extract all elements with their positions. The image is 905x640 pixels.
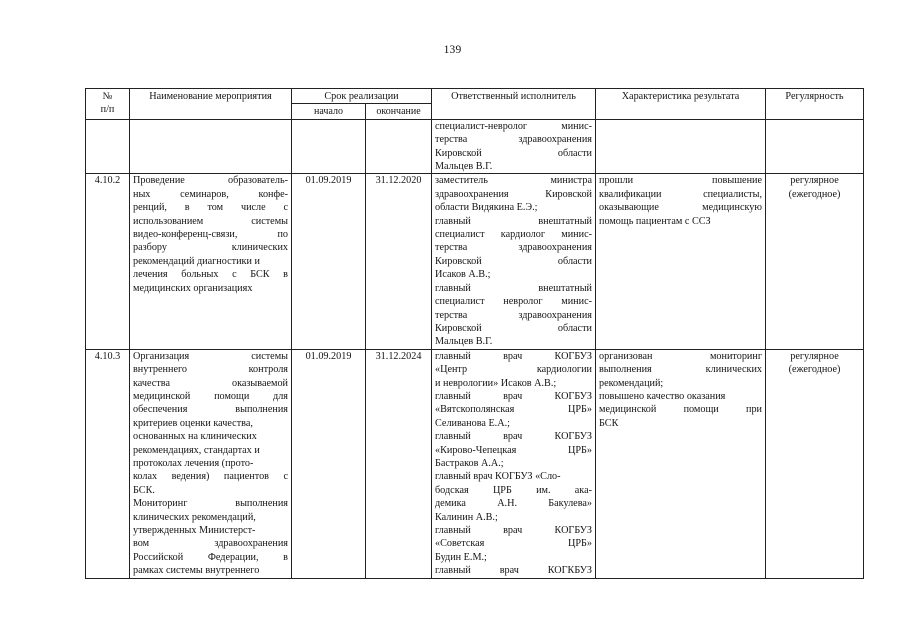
text-line: Проведение образователь- (133, 175, 288, 187)
text-line: специалист невролог минис- (435, 296, 592, 308)
text-line: главный внештатный (435, 282, 592, 294)
text-line: разбору клинических (133, 242, 288, 254)
text-line: Мальцев В.Г. (435, 336, 493, 348)
cell-name (130, 119, 292, 174)
text-line: вом здравоохранения (133, 538, 288, 550)
cell-regularity (766, 119, 864, 174)
text-line: и неврологии» Исаков А.В.; (435, 377, 557, 389)
text-line: оказывающие медицинскую (599, 202, 762, 214)
text-line: лечения больных с БСК в (133, 269, 288, 281)
cell-name (130, 349, 292, 578)
text-line: БСК. (133, 484, 155, 496)
text-line: внутреннего контроля (133, 364, 288, 376)
text-line: основанных на клинических (133, 431, 257, 443)
text-line: Российской Федерации, в (133, 551, 288, 563)
text-line: «Советская ЦРБ» (435, 538, 592, 550)
cell-result (596, 119, 766, 174)
header-end: окончание (366, 104, 432, 119)
header-result: Характеристика результата (596, 89, 766, 120)
text-line: главный врач КОГБУЗ (435, 431, 592, 443)
text-line: БСК (599, 417, 619, 429)
text-line: колах ведения) пациентов с (133, 471, 288, 483)
table-row (86, 174, 864, 349)
cell-end: 31.12.2020 (366, 174, 432, 349)
text-line: главный врач КОГБУЗ (435, 525, 592, 536)
text-line: ренций, в том числе с (133, 202, 288, 214)
text-line: Будин Е.М.; (435, 551, 487, 563)
cell-result (596, 349, 766, 578)
cell-start: 01.09.2019 (292, 349, 366, 578)
text-line: рекомендациях, стандартах и (133, 444, 260, 456)
table-row-continuation (86, 119, 864, 174)
cell-executor (432, 174, 596, 349)
text-line: «Кирово-Чепецкая ЦРБ» (435, 444, 592, 456)
header-start: начало (292, 104, 366, 119)
text-line: «Вятскополянская ЦРБ» (435, 404, 592, 416)
text-line: Мониторинг выполнения (133, 498, 288, 510)
text-line: (ежегодное) (788, 188, 841, 200)
text-line: качества оказываемой (133, 377, 288, 389)
text-line: клинических рекомендаций, (133, 511, 256, 523)
text-line: рамках системы внутреннего (133, 565, 260, 577)
header-row (86, 89, 864, 104)
header-num (86, 89, 130, 120)
text-line: Кировской области (435, 255, 592, 267)
cell-num (86, 119, 130, 174)
text-line: выполнения клинических (599, 364, 762, 376)
text-line: демика А.Н. Бакулева» (435, 498, 592, 510)
text-line: Исаков А.В.; (435, 269, 491, 281)
text-line: квалификации специалисты, (599, 188, 762, 200)
text-line: медицинской помощи при (599, 404, 762, 416)
cell-executor (432, 119, 596, 174)
text-line: главный врач КОГБУЗ (435, 390, 592, 402)
text-line: протоколах лечения (прото- (133, 457, 254, 469)
text-line: главный врач КОГБУЗ (435, 350, 592, 362)
text-line: рекомендаций; (599, 377, 664, 389)
text-line: Селиванова Е.А.; (435, 417, 510, 429)
text-line: бодская ЦРБ им. ака- (435, 484, 592, 496)
cell-executor (432, 349, 596, 578)
header-executor: Ответственный исполнитель (432, 89, 596, 120)
text-line: Бастраков А.А.; (435, 457, 504, 469)
text-line: «Центр кардиологии (435, 364, 592, 376)
cell-num: 4.10.3 (86, 349, 130, 578)
text-line: Кировской области (435, 322, 592, 334)
cell-num: 4.10.2 (86, 174, 130, 349)
text-line: Мальцев В.Г. (435, 161, 493, 173)
header-name: Наименование мероприятия (130, 89, 292, 120)
text-line: терства здравоохранения (435, 309, 592, 321)
text-line: специалист-невролог минис- (435, 120, 592, 132)
text-line: главный внештатный (435, 215, 592, 227)
cell-result (596, 174, 766, 349)
cell-end (366, 119, 432, 174)
text-line: использованием системы (133, 215, 288, 227)
cell-end: 31.12.2024 (366, 349, 432, 578)
header-regularity: Регулярность (766, 89, 864, 120)
text-line: Калинин А.В.; (435, 511, 498, 523)
cell-start: 01.09.2019 (292, 174, 366, 349)
cell-regularity (766, 349, 864, 578)
cell-start (292, 119, 366, 174)
text-line: рекомендаций диагностики и (133, 255, 260, 267)
text-line: регулярное (790, 175, 839, 187)
page-number: 139 (443, 44, 462, 56)
text-line: терства здравоохранения (435, 134, 592, 146)
text-line: специалист кардиолог минис- (435, 229, 592, 241)
measures-table (85, 88, 864, 579)
table-row (86, 349, 864, 578)
text-line: здравоохранения Кировской (435, 188, 592, 200)
text-line: главный врач КОГБУЗ «Сло- (435, 471, 561, 483)
text-line: видео-конференц-связи, по (133, 229, 288, 241)
text-line: регулярное (790, 350, 839, 362)
text-line: ных семинаров, конфе- (133, 188, 288, 200)
text-line: главный врач КОГКБУЗ (435, 565, 592, 577)
text-line: терства здравоохранения (435, 242, 592, 254)
text-line: области Видякина Е.Э.; (435, 202, 538, 214)
header-period: Срок реализации (292, 89, 432, 104)
header-num-abbr: п/п (100, 104, 115, 116)
text-line: утвержденных Министерст- (133, 525, 256, 536)
header-num-symbol: № (102, 91, 113, 102)
text-line: медицинских организациях (133, 282, 253, 294)
text-line: медицинской помощи для (133, 390, 288, 402)
text-line: (ежегодное) (788, 364, 841, 376)
text-line: заместитель министра (435, 175, 592, 187)
text-line: обеспечения выполнения (133, 404, 288, 416)
text-line: повышено качество оказания (599, 390, 726, 402)
text-line: критериев оценки качества, (133, 417, 253, 429)
text-line: Кировской области (435, 147, 592, 159)
text-line: организован мониторинг (599, 350, 762, 362)
cell-regularity (766, 174, 864, 349)
cell-name (130, 174, 292, 349)
text-line: Организация системы (133, 350, 288, 362)
text-line: прошли повышение (599, 175, 762, 187)
text-line: помощь пациентам с ССЗ (599, 215, 711, 227)
